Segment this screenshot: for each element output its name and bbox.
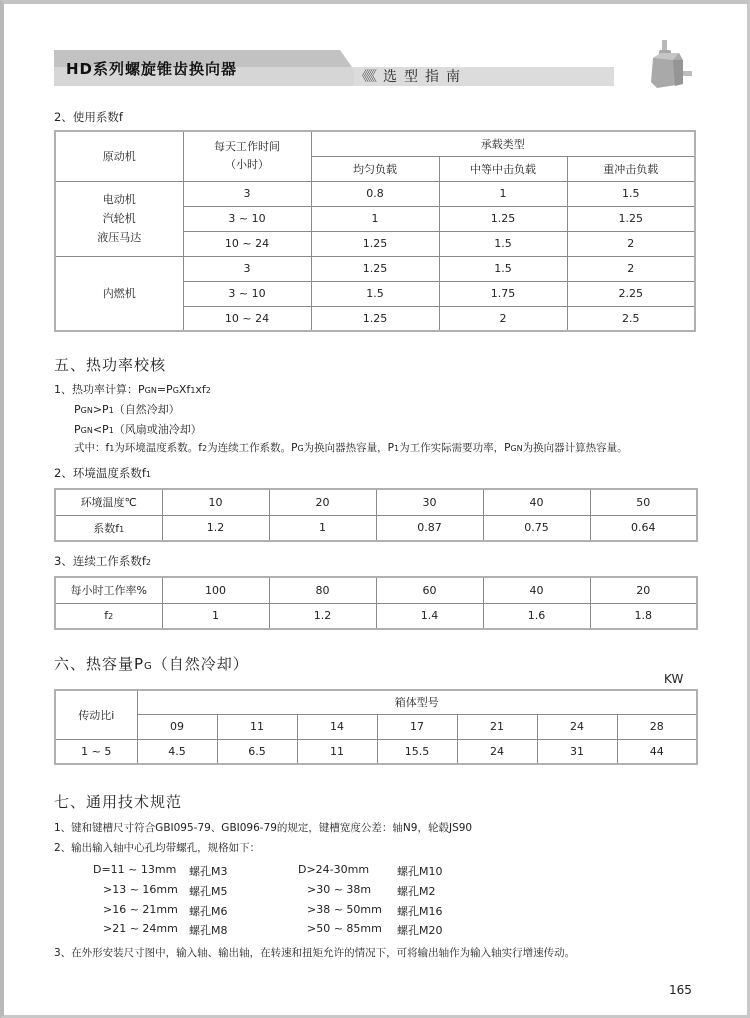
hours-cell: 10 ~ 24 (183, 231, 311, 256)
heat-capacity-heading (54, 653, 249, 674)
heat-capacity-table (54, 689, 698, 765)
table-row (55, 577, 697, 603)
cond-sub: 1 (108, 426, 114, 435)
header-ratio: 传动比i (55, 690, 137, 739)
capacity-cell: 15.5 (377, 739, 457, 764)
capacity-cell: 31 (537, 739, 617, 764)
heading-sub: G (144, 661, 153, 672)
thread-size: 螺孔M16 (397, 905, 443, 918)
cond-text: P (74, 423, 81, 436)
thread-range: >50 ~ 85mm (307, 922, 382, 935)
cond-text: （风扇或油冷却） (113, 423, 202, 436)
table-row (55, 714, 697, 739)
cond-text: P (74, 403, 81, 416)
thread-range: >21 ~ 24mm (103, 922, 178, 935)
cond-text: >P (92, 403, 109, 416)
capacity-cell: 6.5 (217, 739, 297, 764)
label-sub: 2 (108, 612, 114, 622)
thread-size: 螺孔M10 (397, 865, 443, 878)
row-label (55, 603, 162, 629)
medium-cell: 1.75 (439, 281, 567, 306)
medium-cell: 1.5 (439, 256, 567, 281)
heavy-cell: 2.25 (567, 281, 695, 306)
note-sub: 2 (202, 444, 208, 453)
factor-cell: 1 (162, 603, 269, 629)
page-number: 165 (669, 983, 692, 997)
gearbox-product-icon (647, 38, 693, 92)
prime-mover-group-2 (55, 256, 183, 331)
duty-factor-table (54, 576, 698, 630)
label-text: f (104, 609, 109, 623)
thermal-check-heading: 五、热功率校核 (54, 356, 167, 374)
cond-sub: GN (80, 406, 93, 415)
thread-size: 螺孔M5 (189, 885, 228, 898)
label-sub: 1 (119, 524, 125, 534)
header-daily-hours (183, 131, 311, 181)
row-label: 环境温度℃ (55, 489, 162, 515)
prime-mover-name: 内燃机 (102, 287, 136, 301)
heading-text: 2、环境温度系数f (54, 466, 146, 480)
temperature-cell: 10 (162, 489, 269, 515)
uniform-cell: 0.8 (311, 181, 439, 206)
formula-sub: 1 (190, 386, 196, 395)
thread-size: 螺孔M20 (397, 924, 443, 937)
capacity-cell: 4.5 (137, 739, 217, 764)
rate-cell: 100 (162, 577, 269, 603)
uniform-cell: 1.5 (311, 281, 439, 306)
table-row (55, 181, 695, 206)
thread-size: 螺孔M3 (189, 865, 228, 878)
factor-cell: 1.4 (376, 603, 483, 629)
heading-sub: 1 (145, 470, 151, 479)
factor-cell: 1.2 (269, 603, 376, 629)
size-cell: 28 (617, 714, 697, 739)
thread-range: >38 ~ 50mm (307, 903, 382, 916)
cond-sub: 1 (108, 406, 114, 415)
size-cell: 09 (137, 714, 217, 739)
rate-cell: 60 (376, 577, 483, 603)
thread-range: D=11 ~ 13mm (93, 863, 177, 876)
uniform-cell: 1.25 (311, 306, 439, 331)
thread-size: 螺孔M2 (397, 885, 436, 898)
heavy-cell: 2.5 (567, 306, 695, 331)
hours-cell: 3 ~ 10 (183, 206, 311, 231)
capacity-cell: 44 (617, 739, 697, 764)
formula-text: =P (156, 383, 173, 396)
formula-sub: G (172, 386, 179, 395)
formula-text: xf (195, 383, 206, 396)
heading-text: 3、连续工作系数f (54, 554, 146, 568)
service-factor-heading: 2、使用系数f (54, 110, 123, 124)
temperature-cell: 30 (376, 489, 483, 515)
heavy-cell: 1.5 (567, 181, 695, 206)
header-heavy-shock-load: 重冲击负载 (567, 156, 695, 181)
size-cell: 24 (537, 714, 617, 739)
table-row (55, 515, 697, 541)
key-spec-item: 1、键和键槽尺寸符合GBI095-79、GBI096-79的规定，键槽宽度公差：轴N9，轮毂JS90 (54, 822, 473, 834)
thread-size: 螺孔M6 (189, 905, 228, 918)
factor-cell: 1 (269, 515, 376, 541)
note-text: 为工作实际需要功率，P (399, 442, 511, 454)
table-row (55, 256, 695, 281)
note-sub: 1 (393, 444, 400, 453)
heavy-cell: 2 (567, 231, 695, 256)
note-sub: 1 (109, 444, 115, 453)
center-hole-item: 2、输出输入轴中心孔均带螺孔，规格如下： (54, 842, 261, 854)
temperature-cell: 50 (590, 489, 697, 515)
size-cell: 17 (377, 714, 457, 739)
catalog-title: HD系列螺旋锥齿换向器 (66, 60, 238, 78)
hours-cell: 3 (183, 256, 311, 281)
factor-cell: 1.6 (483, 603, 590, 629)
table-row (55, 489, 697, 515)
factor-cell: 0.64 (590, 515, 697, 541)
note-text: 为换向器热容量，P (303, 442, 394, 454)
medium-cell: 2 (439, 306, 567, 331)
thread-range: >13 ~ 16mm (103, 883, 178, 896)
table-row (55, 739, 697, 764)
hours-cell: 3 ~ 10 (183, 281, 311, 306)
rate-cell: 80 (269, 577, 376, 603)
ratio-cell: 1 ~ 5 (55, 739, 137, 764)
temperature-cell: 40 (483, 489, 590, 515)
formula-sub: 2 (205, 386, 211, 395)
capacity-cell: 24 (457, 739, 537, 764)
cond-sub: GN (80, 426, 93, 435)
size-cell: 21 (457, 714, 537, 739)
heavy-cell: 1.25 (567, 206, 695, 231)
natural-cooling-condition (74, 401, 180, 417)
unit-label: KW (664, 672, 684, 686)
fan-cooling-condition (74, 421, 202, 437)
heading-sub: 2 (145, 558, 151, 567)
size-cell: 14 (297, 714, 377, 739)
thermal-power-formula (54, 381, 211, 397)
heading-text: 六、热容量P (54, 655, 145, 673)
uniform-cell: 1.25 (311, 231, 439, 256)
thread-range: >16 ~ 21mm (103, 903, 178, 916)
header-daily-hours-line1: 每天工作时间 (214, 140, 280, 154)
chevrons-icon: 《《《 (355, 69, 374, 85)
note-text: 为换向器计算热容量。 (522, 442, 628, 454)
speed-up-note: 3、在外形安装尺寸图中，输入轴、输出轴，在转速和扭矩允许的情况下，可将输出轴作为输入轴实行增速传动。 (54, 947, 576, 959)
general-specs-heading: 七、通用技术规范 (54, 793, 183, 811)
prime-mover-name: 汽轮机 (102, 212, 136, 225)
hours-cell: 10 ~ 24 (183, 306, 311, 331)
rate-cell: 20 (590, 577, 697, 603)
thread-range: >30 ~ 38m (307, 883, 372, 896)
formula-sub: GN (144, 386, 157, 395)
table-row (55, 603, 697, 629)
size-cell: 11 (217, 714, 297, 739)
note-text: 为连续工作系数。P (207, 442, 298, 454)
formula-text: Xf (178, 383, 191, 396)
factor-cell: 1.8 (590, 603, 697, 629)
cond-text: （自然冷却） (113, 403, 180, 416)
factor-cell: 0.75 (483, 515, 590, 541)
prime-mover-group-1 (55, 181, 183, 256)
uniform-cell: 1.25 (311, 256, 439, 281)
medium-cell: 1.5 (439, 231, 567, 256)
ambient-factor-table (54, 488, 698, 542)
header-load-type: 承载类型 (311, 131, 695, 156)
header-prime-mover: 原动机 (55, 131, 183, 181)
prime-mover-name: 液压马达 (97, 231, 142, 244)
note-sub: G (297, 444, 304, 453)
medium-cell: 1 (439, 181, 567, 206)
heading-text: （自然冷却） (152, 655, 249, 673)
duty-factor-heading (54, 553, 151, 569)
factor-cell: 0.87 (376, 515, 483, 541)
temperature-cell: 20 (269, 489, 376, 515)
prime-mover-name: 电动机 (102, 193, 136, 206)
factor-cell: 1.2 (162, 515, 269, 541)
thread-size: 螺孔M8 (189, 924, 228, 937)
medium-cell: 1.25 (439, 206, 567, 231)
note-text: 为环境温度系数。f (114, 442, 202, 454)
header-medium-shock-load: 中等中击负载 (439, 156, 567, 181)
cond-text: <P (92, 423, 109, 436)
rate-cell: 40 (483, 577, 590, 603)
ambient-factor-heading (54, 465, 151, 481)
formula-legend (74, 440, 628, 455)
selection-guide-label: 选型指南 (383, 69, 467, 85)
header-box-size: 箱体型号 (137, 690, 697, 714)
uniform-cell: 1 (311, 206, 439, 231)
label-text: 系数f (93, 521, 120, 535)
header-daily-hours-line2: （小时） (225, 158, 269, 172)
hours-cell: 3 (183, 181, 311, 206)
row-label (55, 515, 162, 541)
header-uniform-load: 均匀负载 (311, 156, 439, 181)
note-sub: GN (510, 444, 523, 453)
heavy-cell: 2 (567, 256, 695, 281)
thread-range: D>24-30mm (298, 863, 370, 876)
capacity-cell: 11 (297, 739, 377, 764)
note-text: 式中：f (74, 442, 110, 454)
row-label: 每小时工作率% (55, 577, 162, 603)
service-factor-table (54, 130, 696, 332)
formula-text: 1、热功率计算：P (54, 383, 145, 396)
